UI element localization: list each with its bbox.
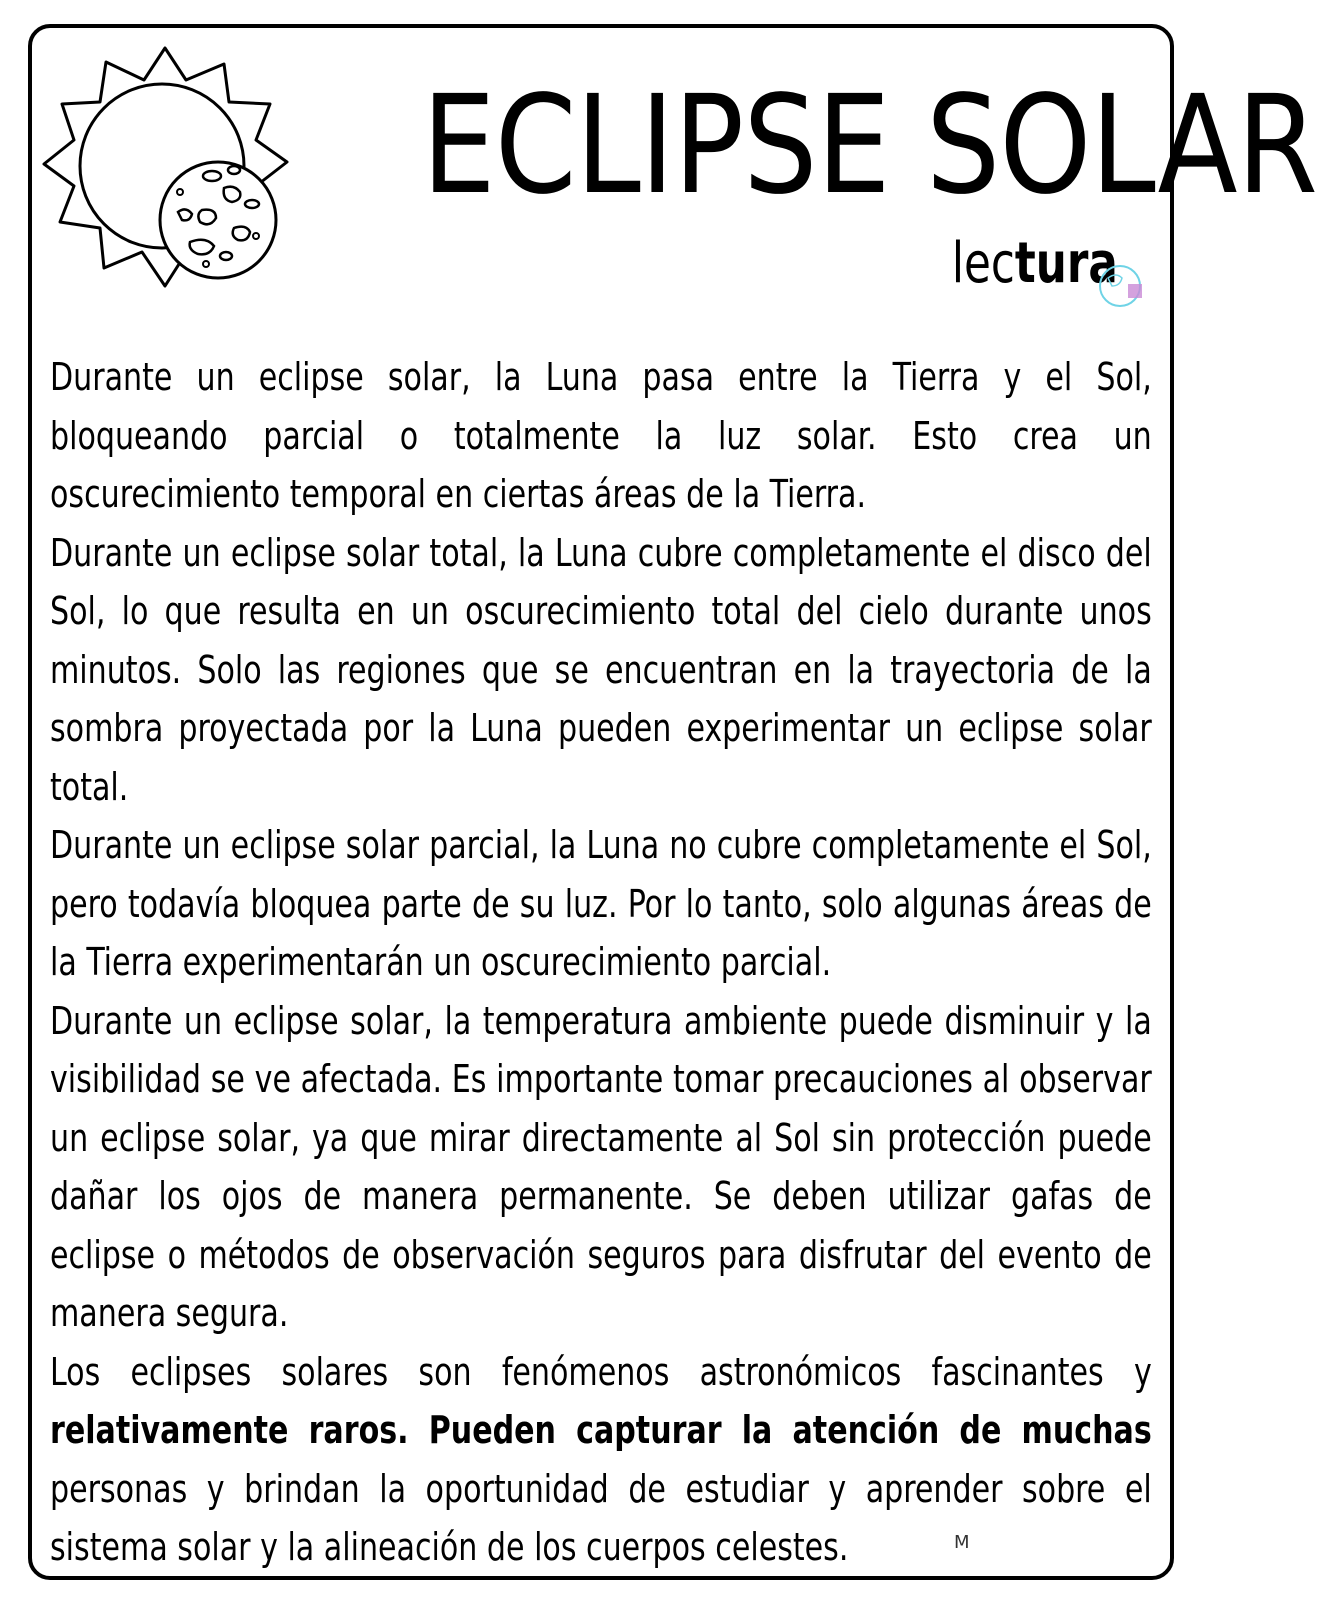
globe-logo-icon [1096,262,1160,310]
subtitle-part-1: lec [951,231,1016,296]
sun-moon-eclipse-icon [38,42,292,296]
paragraph-last-start: Los eclipses solares son fenómenos astronómicos fascinantes y [50,1349,1152,1394]
paragraph-last-bold: relativamente raros. Pueden capturar la atención de muchas [50,1408,1152,1452]
paragraph: Durante un eclipse solar, la Luna pasa entre la Tierra y el Sol, bloqueando parcial o totalmente la luz solar. Esto crea un oscurecimiento temporal en ciertas áreas de la Tierra. [50,355,1152,516]
subtitle-part-2: tura [1015,231,1118,296]
page-subtitle [952,232,1118,296]
paragraph: Durante un eclipse solar parcial, la Luna no cubre completamente el Sol, pero todavía bloquea parte de su luz. Por lo tanto, solo algunas áreas de la Tierra experimentarán un oscurecimiento parcial. [50,823,1152,984]
watermark-mark: M [954,1532,970,1553]
paragraph: Durante un eclipse solar total, la Luna cubre completamente el disco del Sol, lo que resulta en un oscurecimiento total del cielo durante unos minutos. Solo las regiones que se encuentran en la trayectoria de la sombra proyectada por la Luna pueden experimentar un eclipse solar total. [50,530,1152,809]
paragraph-last-end: personas y brindan la oportunidad de estudiar y aprender sobre el sistema solar y la alineación de los cuerpos celestes. [50,1466,1152,1569]
paragraph: Durante un eclipse solar, la temperatura ambiente puede disminuir y la visibilidad se ve afectada. Es importante tomar precauciones al observar un eclipse solar, ya que mirar directamente al Sol sin protección puede dañar los ojos de manera permanente. Se deben utilizar gafas de eclipse o métodos de observación seguros para disfrutar del evento de manera segura. [50,998,1152,1335]
page-title: ECLIPSE SOLAR [421,67,1317,225]
reading-text [50,348,1152,1577]
paragraph-last [50,1343,1152,1577]
